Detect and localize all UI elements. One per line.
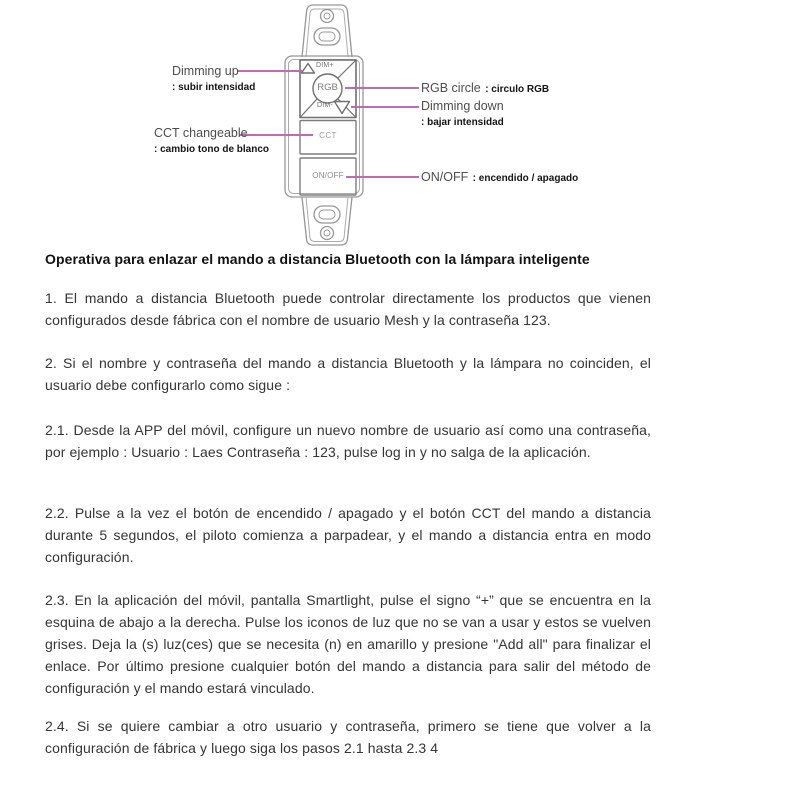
callout-dimming-down xyxy=(421,97,504,129)
callout-dimming-down-en: Dimming down xyxy=(421,99,504,113)
paragraph-2-4: 2.4. Si se quiere cambiar a otro usuario y contraseña, primero se tiene que volver a la configuración de fábrica y luego siga los pasos 2.1 hasta 2.3 4 xyxy=(45,718,651,756)
callout-cct-changeable-es: : cambio tono de blanco xyxy=(154,144,270,155)
callout-on-off-en: ON/OFF xyxy=(421,170,469,184)
onoff-button-label: ON/OFF xyxy=(312,171,344,180)
dim-minus-button-label: DIM- xyxy=(317,102,333,109)
callout-rgb-circle xyxy=(421,79,549,97)
callout-rgb-circle-es: : circulo RGB xyxy=(485,84,550,95)
callout-cct-changeable xyxy=(154,124,269,156)
rgb-circle-callout-line xyxy=(345,87,419,89)
callout-rgb-circle-en: RGB circle xyxy=(421,81,481,95)
callout-cct-changeable-en: CCT changeable xyxy=(154,126,248,140)
paragraph-2-3: 2.3. En la aplicación del móvil, pantalla Smartlight, pulse el signo “+” que se encuentra en la esquina de abajo a la derecha. Pulse los iconos de luz que no se van a usar y estos se vuelven grises. Deja la (s) luz(ces) que se necesita (n) en amarillo y presione "Add all" para finalizar el enlace. Por último presione cualquier botón del mando a distancia para salir del método de configuración y el mando estará vinculado. xyxy=(45,592,651,696)
callout-on-off-es: : encendido / apagado xyxy=(472,173,579,184)
callout-dimming-down-es: : bajar intensidad xyxy=(421,117,504,128)
paragraph-2-2: 2.2. Pulse a la vez el botón de encendido / apagado y el botón CCT del mando a distancia durante 5 segundos, el piloto comienza a parpadear, y el mando a distancia entra en modo configuración. xyxy=(45,505,651,565)
callout-on-off xyxy=(421,168,578,186)
remote-control-drawing xyxy=(275,0,375,250)
rgb-button-label: RGB xyxy=(317,82,338,93)
paragraph-2: 2. Si el nombre y contraseña del mando a distancia Bluetooth y la lámpara no coinciden, el usuario debe configurarlo como sigue : xyxy=(45,355,651,393)
dim-plus-button-label: DIM+ xyxy=(316,62,334,69)
paragraph-2-1: 2.1. Desde la APP del móvil, configure un nuevo nombre de usuario así como una contraseña, por ejemplo : Usuario : Laes Contraseña : 123, pulse log in y no salga de la aplicación. xyxy=(45,422,651,460)
cct-button-label: CCT xyxy=(319,131,337,140)
onoff-callout-line xyxy=(346,176,419,178)
device-diagram xyxy=(0,0,800,252)
callout-dimming-up xyxy=(172,62,255,94)
dimming-down-callout-line xyxy=(351,106,419,108)
paragraph-1: 1. El mando a distancia Bluetooth puede controlar directamente los productos que vienen configurados desde fábrica con el nombre de usuario Mesh y la contraseña 123. xyxy=(45,290,651,328)
callout-dimming-up-es: : subir intensidad xyxy=(172,82,256,93)
page-title: Operativa para enlazar el mando a distancia Bluetooth con la lámpara inteligente xyxy=(45,251,590,267)
callout-dimming-up-en: Dimming up xyxy=(172,64,239,78)
